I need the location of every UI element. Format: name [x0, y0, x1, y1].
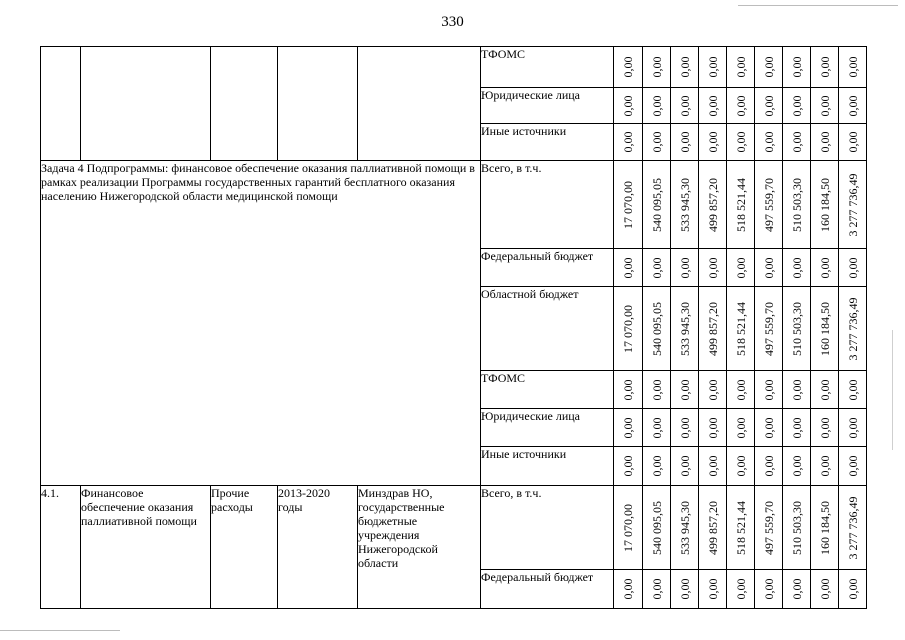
value: 160 184,50 — [817, 177, 832, 232]
value-cell — [643, 88, 671, 124]
scan-artifact-line — [0, 630, 120, 631]
value: 0,00 — [733, 95, 748, 116]
value: 510 503,30 — [789, 177, 804, 232]
value: 160 184,50 — [817, 301, 832, 356]
value-cell — [671, 249, 699, 287]
funding-source: Всего, в т.ч. — [481, 161, 614, 249]
value-cell — [671, 447, 699, 486]
scan-artifact-line — [738, 5, 898, 6]
value: 17 070,00 — [621, 304, 635, 353]
value-cell — [811, 570, 839, 609]
expense-type: Прочие расходы — [211, 486, 278, 609]
value: 0,00 — [789, 131, 804, 153]
item-number: 4.1. — [41, 486, 81, 609]
value: 0,00 — [789, 417, 804, 438]
value-cell — [783, 570, 811, 609]
value-cell — [727, 287, 755, 371]
value: 3 277 736,49 — [845, 297, 860, 360]
value-cell — [699, 88, 727, 124]
value-cell — [839, 249, 867, 287]
value-cell — [839, 409, 867, 447]
value: 0,00 — [621, 379, 635, 400]
value-cell — [643, 447, 671, 486]
funding-source: Иные источники — [481, 447, 614, 486]
value: 0,00 — [761, 95, 776, 116]
value: 0,00 — [621, 95, 635, 116]
value-cell — [839, 124, 867, 161]
value-cell — [727, 486, 755, 570]
value-cell — [811, 249, 839, 287]
value: 0,00 — [789, 455, 804, 477]
value-cell — [727, 249, 755, 287]
value-cell — [643, 47, 671, 88]
value-cell — [839, 287, 867, 371]
value: 0,00 — [845, 417, 860, 438]
value-cell — [839, 570, 867, 609]
value-cell — [643, 124, 671, 161]
funding-source: Федеральный бюджет — [481, 570, 614, 609]
value: 0,00 — [649, 578, 664, 600]
value-cell — [699, 371, 727, 409]
funding-source: Федеральный бюджет — [481, 249, 614, 287]
value-cell — [643, 371, 671, 409]
value-cell — [727, 447, 755, 486]
value-cell — [699, 161, 727, 249]
value: 0,00 — [817, 578, 832, 600]
value: 499 857,20 — [705, 301, 720, 356]
value-cell — [783, 161, 811, 249]
value: 0,00 — [761, 417, 776, 438]
value-cell — [699, 447, 727, 486]
value: 0,00 — [733, 56, 748, 78]
value-cell — [727, 124, 755, 161]
value-cell — [755, 371, 783, 409]
value: 0,00 — [761, 379, 776, 400]
value-cell — [727, 161, 755, 249]
value: 0,00 — [677, 131, 692, 153]
value-cell — [614, 447, 643, 486]
value-cell — [811, 124, 839, 161]
value-cell — [811, 486, 839, 570]
value: 0,00 — [845, 56, 860, 78]
value: 0,00 — [677, 95, 692, 116]
item-period: 2013-2020 годы — [278, 486, 358, 609]
value: 0,00 — [733, 379, 748, 400]
funding-source: Иные источники — [481, 124, 614, 161]
value-cell — [755, 88, 783, 124]
value: 0,00 — [621, 131, 635, 153]
value-cell — [727, 570, 755, 609]
value-cell — [699, 287, 727, 371]
value-cell — [643, 287, 671, 371]
value: 518 521,44 — [733, 500, 748, 555]
value-cell — [614, 486, 643, 570]
value: 160 184,50 — [817, 500, 832, 555]
value-cell — [614, 570, 643, 609]
value-cell — [727, 371, 755, 409]
value: 0,00 — [789, 578, 804, 600]
value-cell — [811, 409, 839, 447]
value-cell — [839, 161, 867, 249]
value-cell — [755, 409, 783, 447]
value-cell — [614, 47, 643, 88]
value-cell — [755, 570, 783, 609]
value-cell — [755, 47, 783, 88]
value: 0,00 — [705, 257, 720, 278]
value-cell — [643, 409, 671, 447]
value-cell — [783, 371, 811, 409]
value: 497 559,70 — [761, 177, 776, 232]
value-cell — [671, 161, 699, 249]
value: 0,00 — [733, 257, 748, 278]
value: 0,00 — [761, 455, 776, 477]
value: 17 070,00 — [621, 180, 635, 229]
value: 0,00 — [705, 95, 720, 116]
value: 0,00 — [789, 257, 804, 278]
value-cell — [699, 124, 727, 161]
value-cell — [783, 447, 811, 486]
value-cell — [699, 409, 727, 447]
value: 3 277 736,49 — [845, 496, 860, 559]
value-cell — [614, 371, 643, 409]
value: 497 559,70 — [761, 301, 776, 356]
value: 0,00 — [649, 257, 664, 278]
value: 0,00 — [649, 56, 664, 78]
value-cell — [699, 570, 727, 609]
value-cell — [671, 88, 699, 124]
empty-cell — [358, 47, 481, 161]
funding-source: ТФОМС — [481, 371, 614, 409]
funding-source: Юридические лица — [481, 409, 614, 447]
value: 0,00 — [677, 257, 692, 278]
value-cell — [839, 486, 867, 570]
value-cell — [614, 124, 643, 161]
value: 0,00 — [761, 131, 776, 153]
value: 0,00 — [817, 56, 832, 78]
value: 0,00 — [845, 95, 860, 116]
funding-source: Всего, в т.ч. — [481, 486, 614, 570]
value-cell — [839, 47, 867, 88]
value-cell — [614, 409, 643, 447]
value: 499 857,20 — [705, 177, 720, 232]
value: 518 521,44 — [733, 177, 748, 232]
value-cell — [643, 161, 671, 249]
value-cell — [811, 161, 839, 249]
value-cell — [755, 124, 783, 161]
value-cell — [614, 287, 643, 371]
value-cell — [755, 249, 783, 287]
value: 0,00 — [705, 578, 720, 600]
value-cell — [671, 570, 699, 609]
value: 0,00 — [649, 379, 664, 400]
table-row — [41, 47, 867, 88]
value-cell — [614, 249, 643, 287]
value-cell — [811, 287, 839, 371]
value: 497 559,70 — [761, 500, 776, 555]
value-cell — [671, 486, 699, 570]
value: 0,00 — [621, 56, 635, 78]
value-cell — [839, 88, 867, 124]
financing-table — [40, 46, 867, 609]
value: 540 095,05 — [649, 177, 664, 232]
value: 0,00 — [845, 455, 860, 477]
value: 0,00 — [649, 131, 664, 153]
value: 0,00 — [817, 455, 832, 477]
value-cell — [783, 47, 811, 88]
scan-artifact-line — [892, 330, 893, 450]
value: 0,00 — [621, 578, 635, 600]
value: 3 277 736,49 — [845, 173, 860, 236]
value: 0,00 — [677, 379, 692, 400]
value: 0,00 — [845, 379, 860, 400]
value: 0,00 — [789, 56, 804, 78]
value-cell — [614, 161, 643, 249]
value: 0,00 — [817, 417, 832, 438]
value-cell — [727, 47, 755, 88]
value: 0,00 — [733, 578, 748, 600]
value-cell — [643, 486, 671, 570]
value-cell — [839, 371, 867, 409]
value: 0,00 — [677, 417, 692, 438]
value: 0,00 — [761, 56, 776, 78]
value: 0,00 — [649, 417, 664, 438]
value: 0,00 — [845, 131, 860, 153]
value-cell — [671, 371, 699, 409]
value-cell — [783, 486, 811, 570]
empty-cell — [278, 47, 358, 161]
value-cell — [671, 287, 699, 371]
value-cell — [755, 161, 783, 249]
value: 533 945,30 — [677, 301, 692, 356]
value: 0,00 — [705, 379, 720, 400]
value: 0,00 — [845, 578, 860, 600]
value: 0,00 — [677, 56, 692, 78]
value: 0,00 — [621, 257, 635, 278]
value: 510 503,30 — [789, 500, 804, 555]
page-number: 330 — [441, 14, 464, 30]
value: 0,00 — [817, 131, 832, 153]
value-cell — [727, 88, 755, 124]
value: 0,00 — [845, 257, 860, 278]
value-cell — [699, 47, 727, 88]
value-cell — [811, 447, 839, 486]
value: 0,00 — [761, 578, 776, 600]
value: 0,00 — [705, 455, 720, 477]
value: 0,00 — [677, 578, 692, 600]
value: 533 945,30 — [677, 177, 692, 232]
table-row — [41, 161, 867, 249]
value-cell — [755, 447, 783, 486]
value: 0,00 — [705, 417, 720, 438]
value: 533 945,30 — [677, 500, 692, 555]
table-row — [41, 486, 867, 570]
value: 518 521,44 — [733, 301, 748, 356]
value: 0,00 — [621, 417, 635, 438]
funding-source: Юридические лица — [481, 88, 614, 124]
value-cell — [671, 124, 699, 161]
value-cell — [755, 486, 783, 570]
value-cell — [671, 47, 699, 88]
value: 0,00 — [649, 455, 664, 477]
value: 17 070,00 — [621, 503, 635, 552]
value: 0,00 — [705, 131, 720, 153]
item-name: Финансовое обеспечение оказания паллиативной помощи — [81, 486, 211, 609]
value-cell — [839, 447, 867, 486]
value-cell — [699, 249, 727, 287]
empty-cell — [41, 47, 81, 161]
empty-cell — [81, 47, 211, 161]
value-cell — [811, 88, 839, 124]
value: 0,00 — [621, 455, 635, 477]
value: 0,00 — [733, 455, 748, 477]
value-cell — [614, 88, 643, 124]
value: 0,00 — [733, 131, 748, 153]
value-cell — [783, 88, 811, 124]
value-cell — [811, 47, 839, 88]
value: 0,00 — [677, 455, 692, 477]
value: 0,00 — [789, 379, 804, 400]
value-cell — [811, 371, 839, 409]
value: 0,00 — [733, 417, 748, 438]
value: 0,00 — [817, 95, 832, 116]
value-cell — [783, 249, 811, 287]
value-cell — [727, 409, 755, 447]
value: 0,00 — [817, 379, 832, 400]
value-cell — [783, 287, 811, 371]
task-title: Задача 4 Подпрограммы: финансовое обеспечение оказания паллиативной помощи в рамках реализации Программы государственных гарантий бесплатного оказания населению Нижегородской области медицинской помощи — [41, 161, 481, 486]
empty-cell — [211, 47, 278, 161]
value: 499 857,20 — [705, 500, 720, 555]
value: 0,00 — [817, 257, 832, 278]
value: 510 503,30 — [789, 301, 804, 356]
funding-source: ТФОМС — [481, 47, 614, 88]
value: 0,00 — [789, 95, 804, 116]
value-cell — [643, 570, 671, 609]
value: 0,00 — [761, 257, 776, 278]
value-cell — [783, 124, 811, 161]
item-executor: Минздрав НО, государственные бюджетные учреждения Нижегородской области — [358, 486, 481, 609]
value: 0,00 — [649, 95, 664, 116]
value: 540 095,05 — [649, 500, 664, 555]
funding-source: Областной бюджет — [481, 287, 614, 371]
value: 0,00 — [705, 56, 720, 78]
value-cell — [699, 486, 727, 570]
value-cell — [643, 249, 671, 287]
value-cell — [755, 287, 783, 371]
value: 540 095,05 — [649, 301, 664, 356]
value-cell — [671, 409, 699, 447]
value-cell — [783, 409, 811, 447]
